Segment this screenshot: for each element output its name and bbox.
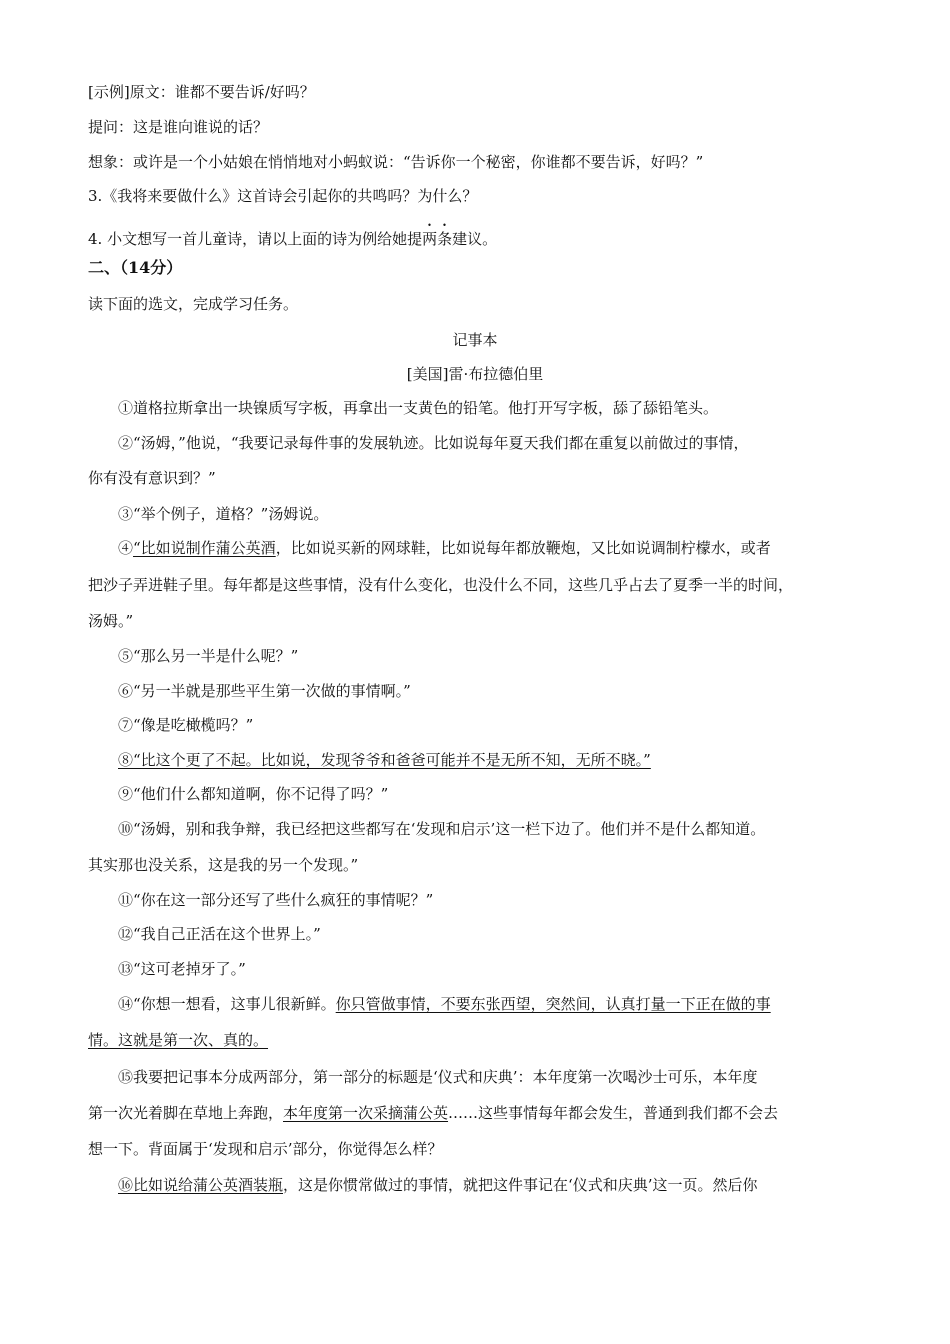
paragraph-2-line-1: ②“汤姆，”他说，“我要记录每件事的发展轨迹。比如说每年夏天我们都在重复以前做过的事情， [118, 434, 749, 452]
paragraph-15-line-3: 想一下。背面属于‘发现和启示’部分，你觉得怎么样？ [88, 1140, 443, 1158]
paragraph-11: ⑪“你在这一部分还写了些什么疯狂的事情呢？” [118, 891, 434, 909]
paragraph-2-line-2: 你有没有意识到？” [88, 469, 216, 487]
paragraph-3: ③“举个例子，道格？”汤姆说。 [118, 505, 329, 523]
question-4-text: 4. 小文想写一首儿童诗，请以上面的诗为例给她提 [88, 230, 423, 248]
paragraph-15-line-2 [88, 1103, 778, 1123]
paragraph-14-line-2: 情。这就是第一次、真的。 [88, 1031, 269, 1049]
question-4-tail: 建议。 [452, 230, 498, 248]
paragraph-16-line-1 [118, 1175, 758, 1195]
paragraph-9: ⑨“他们什么都知道啊，你不记得了吗？” [118, 785, 389, 803]
paragraph-4-line-2: 把沙子弄进鞋子里。每年都是这些事情，没有什么变化，也没什么不同，这些几乎占去了夏季一半的时间， [88, 576, 794, 594]
underlined-sentence: 你只管做事情，不要东张西望，突然间，认真打量一下正在做的事 [335, 995, 771, 1013]
article-title: 记事本 [452, 331, 498, 349]
question-4-emphasis: 两条 [422, 230, 453, 248]
question-4 [88, 221, 497, 249]
paragraph-4-line-1 [118, 538, 771, 558]
paragraph-14-start: ⑭“你想一想看，这事儿很新鲜。 [118, 995, 336, 1013]
paragraph-5: ⑤“那么另一半是什么呢？” [118, 647, 299, 665]
paragraph-16-rest: ，这是你惯常做过的事情，就把这件事记在‘仪式和庆典’这一页。然后你 [283, 1176, 758, 1194]
paragraph-15-line-1: ⑮我要把记事本分成两部分，第一部分的标题是‘仪式和庆典’：本年度第一次喝沙士可乐，本年度 [118, 1068, 758, 1086]
example-imagination: 想象：或许是一个小姑娘在悄悄地对小蚂蚁说：“告诉你一个秘密，你谁都不要告诉，好吗？” [88, 153, 704, 171]
paragraph-10-line-2: 其实那也没关系，这是我的另一个发现。” [88, 856, 359, 874]
paragraph-4-rest: ，比如说买新的网球鞋，比如说每年都放鞭炮，又比如说调制柠檬水，或者 [275, 539, 771, 557]
underlined-phrase: ⑯比如说给蒲公英酒装瓶 [118, 1176, 284, 1194]
paragraph-8-underlined: ⑧“比这个更了不起。比如说，发现爷爷和爸爸可能并不是无所不知，无所不晓。” [118, 751, 651, 769]
paragraph-6: ⑥“另一半就是那些平生第一次做的事情啊。” [118, 682, 411, 700]
example-question: 提问：这是谁向谁说的话？ [88, 118, 269, 136]
underlined-phrase: “比如说制作蒲公英酒 [133, 539, 276, 557]
example-original: [示例]原文：谁都不要告诉/好吗？ [88, 83, 315, 101]
paragraph-13: ⑬“这可老掉牙了。” [118, 960, 246, 978]
section-instruction: 读下面的选文，完成学习任务。 [88, 295, 299, 313]
paragraph-15-pre: 第一次光着脚在草地上奔跑， [88, 1104, 284, 1122]
paragraph-15-post: ……这些事情每年都会发生，普通到我们都不会去 [448, 1104, 779, 1122]
paragraph-14-line-1 [118, 994, 771, 1014]
paragraph-12: ⑫“我自己正活在这个世界上。” [118, 925, 321, 943]
paragraph-10-line-1: ⑩“汤姆，别和我争辩，我已经把这些都写在‘发现和启示’这一栏下边了。他们并不是什么都知道。 [118, 820, 766, 838]
section-heading: 二、（14分） [88, 258, 183, 277]
paragraph-1: ①道格拉斯拿出一块镍质写字板，再拿出一支黄色的铅笔。他打开写字板，舔了舔铅笔头。 [118, 399, 719, 417]
underlined-phrase: 本年度第一次采摘蒲公英 [283, 1104, 449, 1122]
paragraph-4-number: ④ [118, 539, 134, 557]
article-author: [美国]雷·布拉德伯里 [406, 365, 544, 383]
question-3: 3.《我将来要做什么》这首诗会引起你的共鸣吗？为什么？ [88, 187, 478, 205]
paragraph-4-line-3: 汤姆。” [88, 612, 134, 630]
paragraph-7: ⑦“像是吃橄榄吗？” [118, 716, 254, 734]
